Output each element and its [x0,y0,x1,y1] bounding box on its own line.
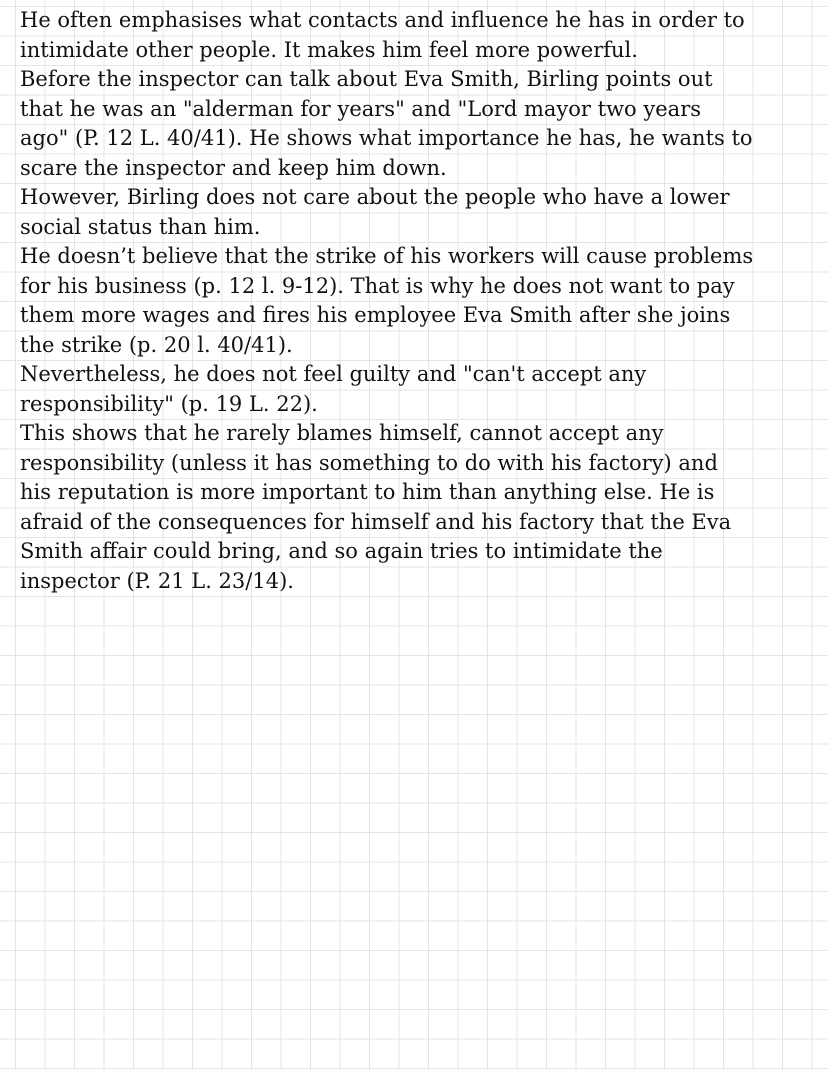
text-line: that he was an "alderman for years" and "Lord mayor two years [20,96,702,121]
text-line: responsibility (unless it has something to do with his factory) and [20,450,718,475]
text-line: Nevertheless, he does not feel guilty and "can't accept any [20,362,647,386]
text-line: He often emphasises what contacts and influence he has in order to [20,8,745,32]
text-line: scare the inspector and keep him down. [20,155,447,180]
text-line: his reputation is more important to him than anything else. He is [20,480,715,504]
text-line: them more wages and fires his employee Eva Smith after she joins [20,303,731,327]
text-line: the strike (p. 20 l. 40/41). [20,332,293,357]
text-line: He doesn’t believe that the strike of his workers will cause problems [20,244,754,268]
text-line: Before the inspector can talk about Eva Smith, Birling points out [20,67,713,91]
essay-text [20,6,810,596]
text-line: Smith affair could bring, and so again tries to intimidate the [20,539,663,563]
text-line: ago" (P. 12 L. 40/41). He shows what importance he has, he wants to [20,126,753,150]
text-line: inspector (P. 21 L. 23/14). [20,568,294,593]
text-line: intimidate other people. It makes him feel more powerful. [20,37,638,62]
text-line: afraid of the consequences for himself and his factory that the Eva [20,509,732,534]
text-line: responsibility" (p. 19 L. 22). [20,391,318,416]
text-line: for his business (p. 12 l. 9-12). That is why he does not want to pay [20,273,735,298]
text-line: However, Birling does not care about the people who have a lower [20,185,730,209]
text-line: social status than him. [20,214,261,239]
text-line: This shows that he rarely blames himself, cannot accept any [20,421,664,445]
